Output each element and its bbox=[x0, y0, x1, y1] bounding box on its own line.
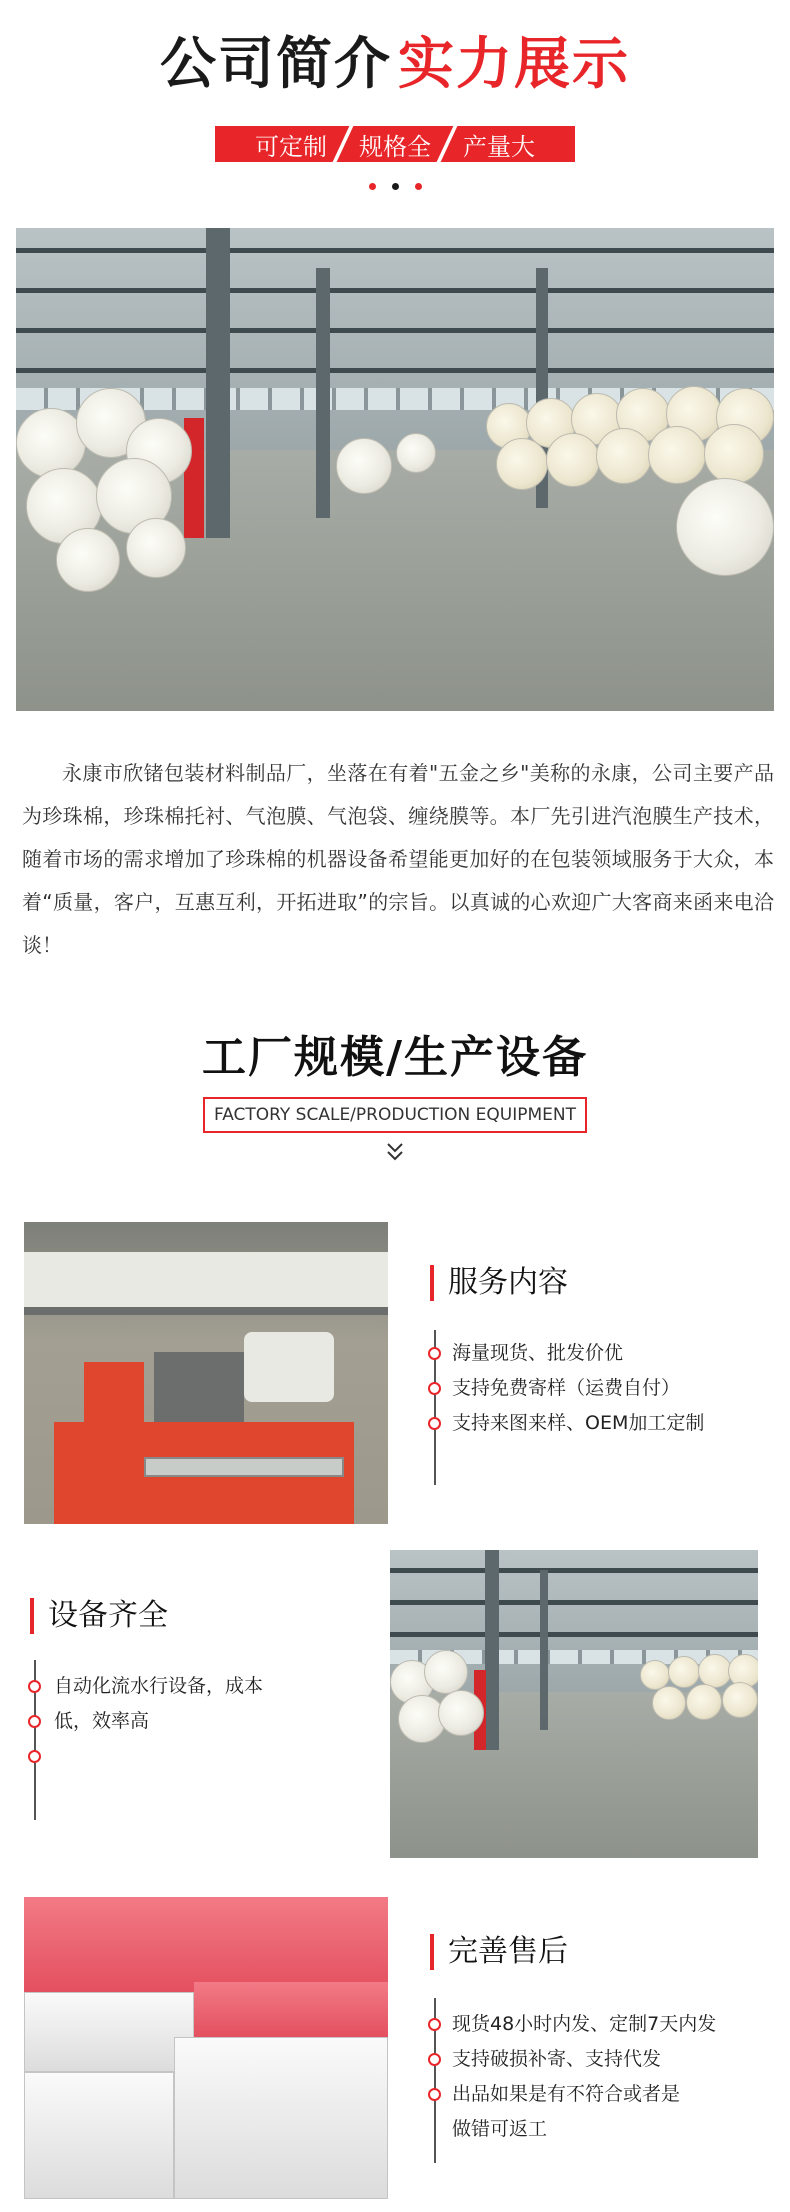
column bbox=[206, 228, 230, 538]
double-chevron-down-icon bbox=[383, 1138, 407, 1166]
tag-full-specs: 规格全 bbox=[359, 132, 431, 161]
section-title: 工厂规模/生产设备 bbox=[201, 1032, 589, 1083]
dot bbox=[415, 183, 422, 190]
roof-beam bbox=[16, 368, 774, 373]
foam-roll bbox=[424, 1650, 468, 1694]
column bbox=[485, 1550, 499, 1750]
stock-shelf bbox=[24, 1252, 388, 1307]
tag-high-output: 产量大 bbox=[463, 132, 535, 161]
title-dark: 公司简介 bbox=[160, 32, 392, 97]
foam-roll bbox=[546, 433, 600, 487]
machine-frame bbox=[84, 1362, 144, 1422]
tag-customizable: 可定制 bbox=[255, 132, 327, 161]
pink-foam-stack bbox=[194, 1982, 388, 2037]
roof-beam bbox=[390, 1600, 758, 1605]
foam-roll bbox=[668, 1656, 700, 1688]
machine-roller bbox=[154, 1352, 244, 1422]
foam-roll bbox=[686, 1684, 722, 1720]
white-foam-block bbox=[24, 2072, 174, 2199]
feature-title-equipment: 设备齐全 bbox=[30, 1596, 168, 1636]
feature-title-service: 服务内容 bbox=[430, 1263, 568, 1303]
roof-beam bbox=[16, 248, 774, 253]
foam-roll bbox=[704, 424, 764, 484]
company-intro-text: 永康市欣锗包装材料制品厂，坐落在有着"五金之乡"美称的永康，公司主要产品为珍珠棉，珍珠棉托衬、气泡膜、气泡袋、缠绕膜等。本厂先引进汽泡膜生产技术，随着市场的需求增加了珍珠棉的机器设备希望能更加好的在包装领域服务于大众，本着“质量，客户，互惠互利，开拓进取”的宗旨。以真诚的心欢迎广大客商来函来电洽谈！ bbox=[22, 761, 774, 957]
roof-beam bbox=[16, 288, 774, 293]
foam-roll-stack bbox=[244, 1332, 334, 1402]
tag-bar bbox=[215, 126, 575, 162]
feature-item: 支持破损补寄、支持代发 bbox=[452, 2048, 662, 2070]
roof-beam bbox=[390, 1568, 758, 1573]
feature-item: 支持来图来样、OEM加工定制 bbox=[452, 1412, 705, 1434]
foam-roll bbox=[698, 1654, 732, 1688]
work-table bbox=[144, 1457, 344, 1477]
machine-photo bbox=[24, 1222, 388, 1524]
column bbox=[316, 268, 330, 518]
feature-item: 做错可返工 bbox=[452, 2118, 548, 2140]
feature-title-after-sales: 完善售后 bbox=[430, 1932, 568, 1972]
section-subtitle: FACTORY SCALE/PRODUCTION EQUIPMENT bbox=[203, 1097, 587, 1133]
foam-roll bbox=[496, 438, 548, 490]
feature-item: 现货48小时内发、定制7天内发 bbox=[452, 2013, 717, 2035]
foam-roll bbox=[652, 1686, 686, 1720]
feature-item: 海量现货、批发价优 bbox=[452, 1342, 624, 1364]
dot-active bbox=[392, 183, 399, 190]
feature-item: 低，效率高 bbox=[54, 1710, 150, 1732]
dot bbox=[369, 183, 376, 190]
feature-item: 自动化流水行设备，成本 bbox=[54, 1675, 264, 1697]
shelf-rail bbox=[24, 1307, 388, 1315]
feature-item: 支持免费寄样（运费自付） bbox=[452, 1377, 681, 1399]
foam-roll bbox=[596, 428, 652, 484]
warehouse-photo-small bbox=[390, 1550, 758, 1858]
white-foam-block bbox=[174, 2037, 388, 2199]
foam-roll bbox=[336, 438, 392, 494]
foam-roll bbox=[396, 433, 436, 473]
foam-roll bbox=[676, 478, 774, 576]
foam-roll bbox=[56, 528, 120, 592]
warehouse-photo bbox=[16, 228, 774, 711]
bullet-icon bbox=[28, 1750, 41, 1763]
page-title bbox=[0, 30, 790, 100]
feature-item: 出品如果是有不符合或者是 bbox=[452, 2083, 681, 2105]
carousel-dots bbox=[0, 183, 790, 190]
roof-beam bbox=[16, 328, 774, 333]
foam-roll bbox=[722, 1682, 758, 1718]
roof-beam bbox=[390, 1632, 758, 1637]
foam-roll bbox=[438, 1690, 484, 1736]
foam-roll bbox=[648, 426, 706, 484]
pink-foam-stack bbox=[24, 1897, 388, 1992]
column bbox=[540, 1570, 548, 1730]
title-red: 实力展示 bbox=[398, 32, 630, 97]
foam-products-photo bbox=[24, 1897, 388, 2199]
white-foam-block bbox=[24, 1992, 194, 2072]
foam-roll bbox=[126, 518, 186, 578]
